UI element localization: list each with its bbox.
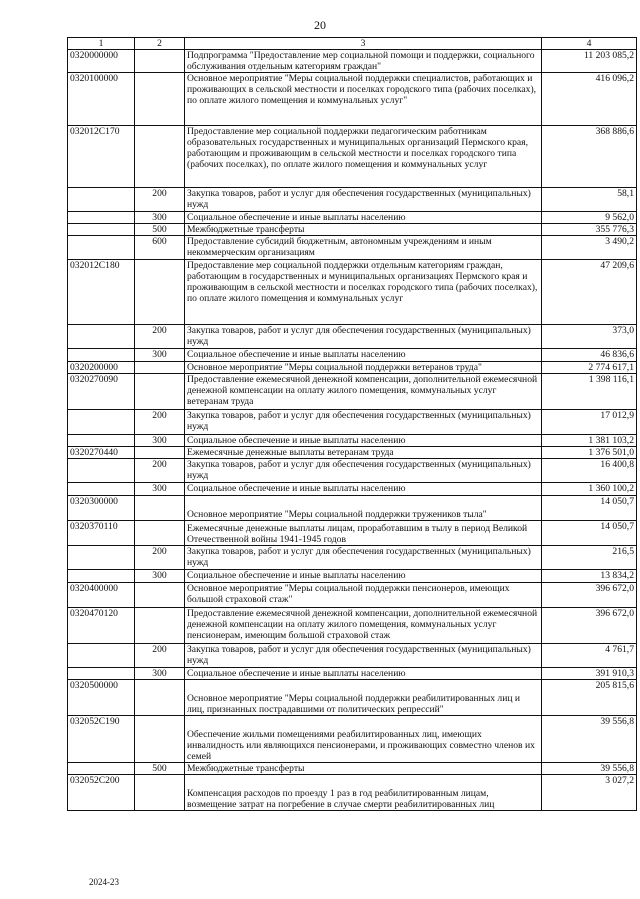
row-name: Основное мероприятие "Меры социальной поддержки тружеников тыла": [185, 496, 542, 521]
table-row: [68, 73, 637, 126]
row-name: Закупка товаров, работ и услуг для обеспечения государственных (муниципальных) нужд: [185, 546, 542, 570]
row-name: Предоставление субсидий бюджетным, автономным учреждениям и иным некоммерческим организациям: [185, 236, 542, 260]
row-expense-type: 500: [135, 224, 185, 236]
row-expense-type: 500: [135, 763, 185, 775]
table-row: [68, 680, 637, 716]
row-name: Компенсация расходов по проезду 1 раз в год реабилитированным лицам, возмещение затрат на погребение в случае смерти реабилитированных лиц: [185, 775, 542, 811]
table-row: [68, 374, 637, 410]
row-name: Социальное обеспечение и иные выплаты населению: [185, 668, 542, 680]
table-row: [68, 362, 637, 374]
row-name: Ежемесячные денежные выплаты ветеранам труда: [185, 447, 542, 459]
row-name: Закупка товаров, работ и услуг для обеспечения государственных (муниципальных) нужд: [185, 410, 542, 435]
row-name: Ежемесячные денежные выплаты лицам, проработавшим в тылу в период Великой Отечественной войны 1941-1945 годов: [185, 521, 542, 546]
row-name: Закупка товаров, работ и услуг для обеспечения государственных (муниципальных) нужд: [185, 459, 542, 483]
row-amount: 1 376 501,0: [542, 447, 637, 459]
table-row: [68, 212, 637, 224]
row-amount: 416 096,2: [542, 73, 637, 126]
row-name: Основное мероприятие "Меры социальной поддержки пенсионеров, имеющих большой страховой стаж": [185, 583, 542, 608]
row-amount: 11 203 085,2: [542, 50, 637, 73]
column-header-3: 3: [185, 38, 542, 50]
row-amount: 1 360 100,2: [542, 483, 637, 496]
row-name: Предоставление мер социальной поддержки отдельным категориям граждан, работающим в государственных и муниципальных организациях Пермского края и проживающим в сельской местности и поселках городского типа (рабочих поселках), по оплате жилого помещения и коммунальных услуг: [185, 260, 542, 325]
row-amount: 368 886,6: [542, 126, 637, 188]
table-row: [68, 775, 637, 811]
row-amount: 58,1: [542, 188, 637, 212]
row-name: Закупка товаров, работ и услуг для обеспечения государственных (муниципальных) нужд: [185, 325, 542, 349]
table-row: [68, 608, 637, 644]
table-row: [68, 644, 637, 668]
row-amount: 3 027,2: [542, 775, 637, 811]
table-row: [68, 483, 637, 496]
row-amount: 47 209,6: [542, 260, 637, 325]
row-code: 032012С180: [68, 260, 135, 325]
row-code: 0320270090: [68, 374, 135, 410]
row-expense-type: 200: [135, 325, 185, 349]
table-row: [68, 570, 637, 583]
row-code: 0320400000: [68, 583, 135, 608]
table-row: [68, 349, 637, 362]
row-amount: 3 490,2: [542, 236, 637, 260]
row-expense-type: [135, 447, 185, 459]
row-code: [68, 188, 135, 212]
row-code: [68, 236, 135, 260]
table-row: [68, 496, 637, 521]
table-row: [68, 447, 637, 459]
row-name: Социальное обеспечение и иные выплаты населению: [185, 212, 542, 224]
row-name: Социальное обеспечение и иные выплаты населению: [185, 435, 542, 447]
row-name: Обеспечение жильми помещениями реабилитированных лиц, имеющих инвалидность или являющихся пенсионерами, и проживающих совместно членов их семей: [185, 716, 542, 763]
row-code: 0320470120: [68, 608, 135, 644]
row-expense-type: [135, 583, 185, 608]
row-amount: 14 050,7: [542, 496, 637, 521]
row-amount: 13 834,2: [542, 570, 637, 583]
column-header-1: 1: [68, 38, 135, 50]
row-code: 0320370110: [68, 521, 135, 546]
row-code: [68, 224, 135, 236]
row-name: Предоставление ежемесячной денежной компенсации, дополнительной ежемесячной денежной компенсации на оплату жилого помещения, коммунальных услуг пенсионерам, имеющим большой страховой стаж: [185, 608, 542, 644]
row-expense-type: 200: [135, 188, 185, 212]
row-amount: 14 050,7: [542, 521, 637, 546]
row-code: [68, 668, 135, 680]
row-amount: 355 776,3: [542, 224, 637, 236]
table-row: [68, 763, 637, 775]
row-name: Основное мероприятие "Меры социальной поддержки реабилитированных лиц и лиц, признанных пострадавшими от политических репрессий": [185, 680, 542, 716]
row-expense-type: [135, 374, 185, 410]
row-code: [68, 435, 135, 447]
row-code: 0320500000: [68, 680, 135, 716]
row-expense-type: 300: [135, 349, 185, 362]
table-row: [68, 188, 637, 212]
row-code: [68, 763, 135, 775]
row-name: Социальное обеспечение и иные выплаты населению: [185, 349, 542, 362]
footer-code: 2024-23: [89, 877, 119, 887]
row-name: Социальное обеспечение и иные выплаты населению: [185, 570, 542, 583]
table-row: [68, 260, 637, 325]
row-code: [68, 459, 135, 483]
row-expense-type: 300: [135, 435, 185, 447]
table-row: [68, 521, 637, 546]
table-row: [68, 224, 637, 236]
row-expense-type: [135, 775, 185, 811]
row-expense-type: [135, 680, 185, 716]
row-expense-type: [135, 260, 185, 325]
row-expense-type: 200: [135, 644, 185, 668]
row-amount: 205 815,6: [542, 680, 637, 716]
row-amount: 373,0: [542, 325, 637, 349]
table-row: [68, 546, 637, 570]
row-expense-type: [135, 521, 185, 546]
row-code: [68, 212, 135, 224]
row-expense-type: [135, 126, 185, 188]
column-header-4: 4: [542, 38, 637, 50]
row-code: 0320000000: [68, 50, 135, 73]
row-code: 0320270440: [68, 447, 135, 459]
row-expense-type: 300: [135, 212, 185, 224]
row-code: 0320300000: [68, 496, 135, 521]
row-name: Основное мероприятие "Меры социальной поддержки специалистов, работающих и проживающих в сельской местности и поселках городского типа (рабочих поселках), по оплате жилого помещения и коммунальных услуг": [185, 73, 542, 126]
row-amount: 391 910,3: [542, 668, 637, 680]
row-code: [68, 546, 135, 570]
row-name: Межбюджетные трансферты: [185, 763, 542, 775]
row-name: Основное мероприятие "Меры социальной поддержки ветеранов труда": [185, 362, 542, 374]
table-row: [68, 435, 637, 447]
row-code: [68, 349, 135, 362]
row-amount: 39 556,8: [542, 716, 637, 763]
table-row: [68, 126, 637, 188]
row-amount: 16 400,8: [542, 459, 637, 483]
table-row: [68, 50, 637, 73]
row-amount: 9 562,0: [542, 212, 637, 224]
row-amount: 1 398 116,1: [542, 374, 637, 410]
row-name: Закупка товаров, работ и услуг для обеспечения государственных (муниципальных) нужд: [185, 644, 542, 668]
row-expense-type: 600: [135, 236, 185, 260]
page-number: 20: [314, 18, 326, 32]
row-amount: 396 672,0: [542, 608, 637, 644]
table-row: [68, 410, 637, 435]
table-row: [68, 583, 637, 608]
row-expense-type: 300: [135, 570, 185, 583]
table-row: [68, 668, 637, 680]
row-code: [68, 410, 135, 435]
row-name: Межбюджетные трансферты: [185, 224, 542, 236]
row-amount: 396 672,0: [542, 583, 637, 608]
row-expense-type: [135, 50, 185, 73]
row-code: [68, 483, 135, 496]
row-amount: 4 761,7: [542, 644, 637, 668]
row-code: [68, 644, 135, 668]
row-code: [68, 570, 135, 583]
row-code: [68, 325, 135, 349]
row-code: 032052С190: [68, 716, 135, 763]
row-amount: 17 012,9: [542, 410, 637, 435]
row-code: 0320100000: [68, 73, 135, 126]
row-expense-type: [135, 716, 185, 763]
row-expense-type: 200: [135, 546, 185, 570]
row-expense-type: 200: [135, 410, 185, 435]
row-name: Предоставление мер социальной поддержки педагогическим работникам образовательных государственных и муниципальных организаций Пермского края, работающим и проживающим в сельской местности и поселках городского типа (рабочих поселках), по оплате жилого помещения и коммунальных услуг: [185, 126, 542, 188]
row-expense-type: 300: [135, 483, 185, 496]
row-name: Закупка товаров, работ и услуг для обеспечения государственных (муниципальных) нужд: [185, 188, 542, 212]
row-name: Социальное обеспечение и иные выплаты населению: [185, 483, 542, 496]
row-name: Предоставление ежемесячной денежной компенсации, дополнительной ежемесячной денежной компенсации на оплату жилого помещения, коммунальных услуг ветеранам труда: [185, 374, 542, 410]
row-amount: 216,5: [542, 546, 637, 570]
table-row: [68, 459, 637, 483]
row-code: 032012С170: [68, 126, 135, 188]
row-expense-type: 200: [135, 459, 185, 483]
table-row: [68, 236, 637, 260]
row-amount: 1 381 103,2: [542, 435, 637, 447]
budget-table: [67, 37, 637, 811]
table-row: [68, 716, 637, 763]
row-expense-type: [135, 362, 185, 374]
row-amount: 46 836,6: [542, 349, 637, 362]
column-header-2: 2: [135, 38, 185, 50]
row-expense-type: [135, 73, 185, 126]
row-expense-type: [135, 608, 185, 644]
table-row: [68, 325, 637, 349]
row-amount: 2 774 617,1: [542, 362, 637, 374]
table-body: [68, 50, 637, 811]
row-name: Подпрограмма "Предоставление мер социальной помощи и поддержки, социального обслуживания отдельным категориям граждан": [185, 50, 542, 73]
header-row: [68, 38, 637, 50]
row-expense-type: [135, 496, 185, 521]
row-code: 0320200000: [68, 362, 135, 374]
row-expense-type: 300: [135, 668, 185, 680]
row-amount: 39 556,8: [542, 763, 637, 775]
row-code: 032052С200: [68, 775, 135, 811]
